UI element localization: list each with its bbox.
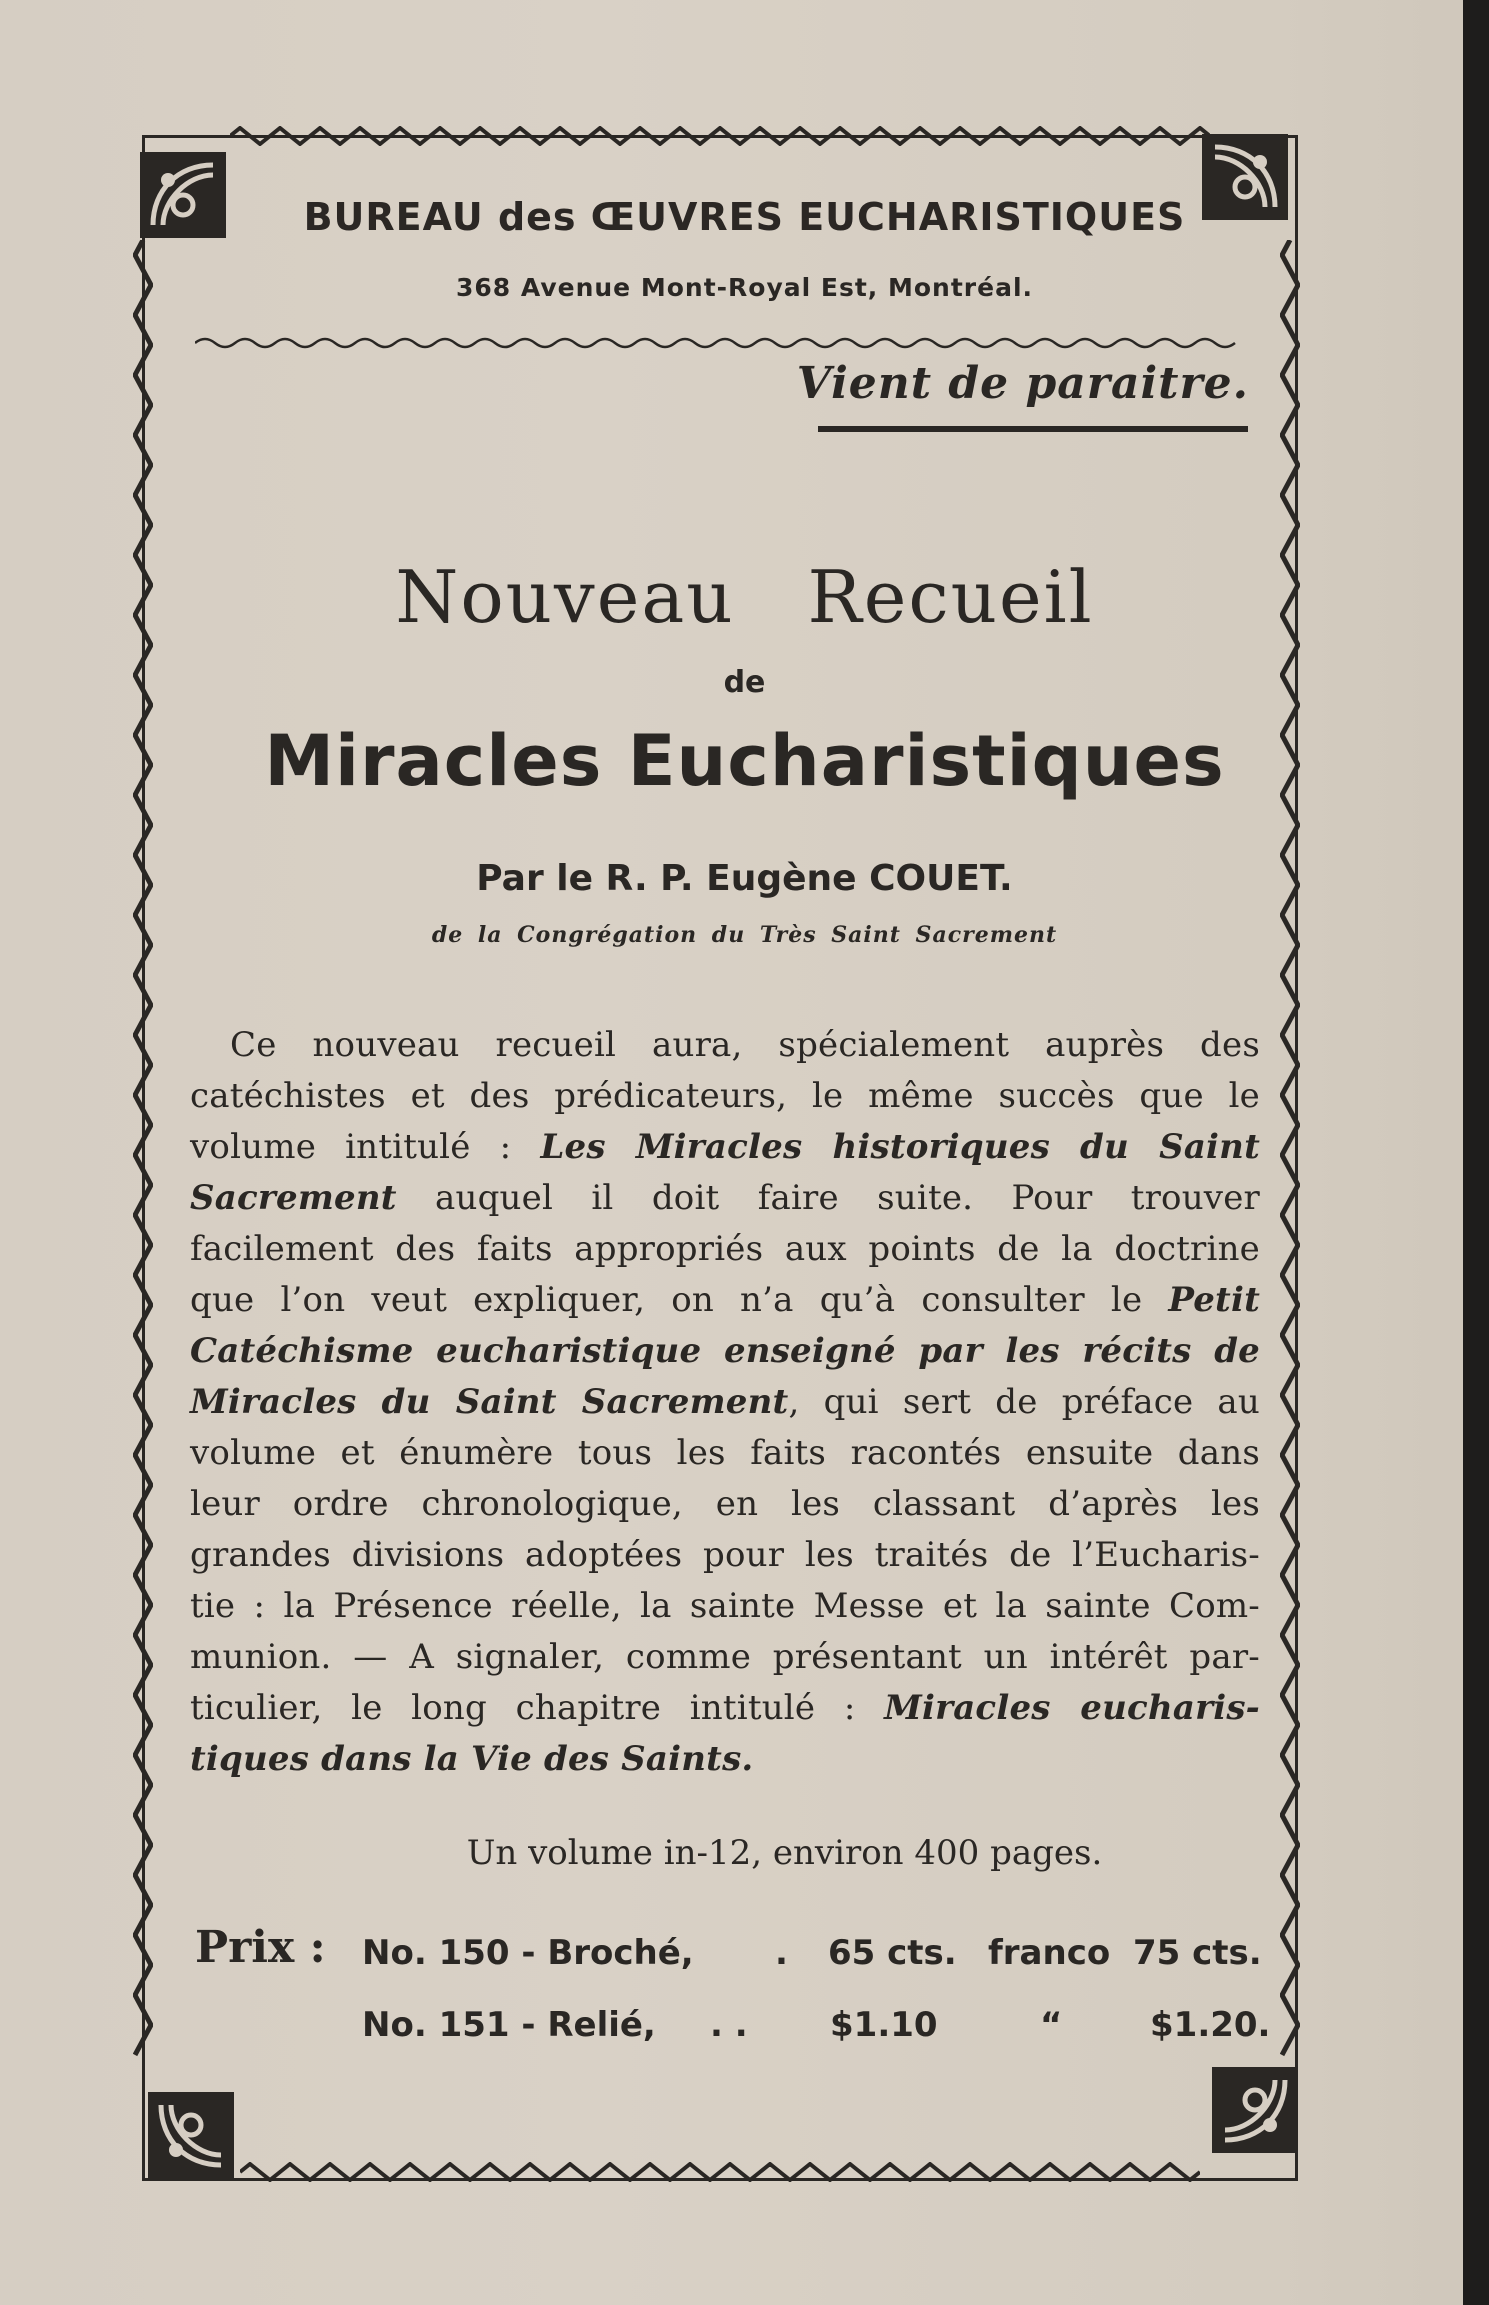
- book-title-text: tiques dans la Vie des Saints.: [190, 1739, 754, 1779]
- zigzag-border-bottom: [240, 2162, 1200, 2182]
- wavy-divider: [195, 335, 1245, 351]
- price-item: No. 150 - Broché,: [362, 1933, 694, 1973]
- description-paragraph: [190, 1020, 1260, 1785]
- book-title-text: Catéchisme eucharistique enseigné par les récits de: [190, 1331, 1260, 1371]
- publisher-name: BUREAU des ŒUVRES EUCHARISTIQUES: [303, 195, 1186, 239]
- price-value: 65 cts.: [828, 1933, 957, 1973]
- author-congregation: de la Congrégation du Très Saint Sacrement: [431, 922, 1058, 948]
- franco-label: “: [1040, 2005, 1063, 2045]
- book-title-text: Les Miracles historiques du Saint: [540, 1127, 1260, 1167]
- paragraph-line: grandes divisions adoptées pour les traités de l’Eucharis-: [190, 1535, 1260, 1575]
- franco-price: $1.20.: [1150, 2005, 1271, 2045]
- paragraph-line: facilement des faits appropriés aux points de la doctrine: [190, 1229, 1260, 1269]
- price-dots: . .: [710, 2005, 748, 2045]
- corner-ornament-icon: [146, 2090, 236, 2180]
- price-dots: .: [775, 1933, 788, 1973]
- volume-info: Un volume in-12, environ 400 pages.: [466, 1833, 1103, 1873]
- paragraph-text: volume intitulé :: [190, 1127, 541, 1167]
- zigzag-border-right: [1280, 240, 1300, 2060]
- author-name: Par le R. P. Eugène COUET.: [476, 858, 1013, 899]
- paragraph-line: catéchistes et des prédicateurs, le même succès que le: [190, 1076, 1260, 1116]
- paragraph-line: leur ordre chronologique, en les classant d’après les: [190, 1484, 1260, 1524]
- title-line-2: de: [723, 665, 766, 700]
- price-item: No. 151 - Relié,: [362, 2005, 656, 2045]
- book-title-text: Sacrement: [190, 1178, 397, 1218]
- paragraph-line: volume et énumère tous les faits racontés ensuite dans: [190, 1433, 1260, 1473]
- paragraph-line: [190, 1173, 1260, 1224]
- paragraph-line: [190, 1275, 1260, 1326]
- title-line-3: Miracles Eucharistiques: [264, 720, 1225, 802]
- paragraph-text: que l’on veut expliquer, on n’a qu’à consulter le: [190, 1280, 1169, 1320]
- announcement: Vient de paraitre.: [796, 358, 1249, 409]
- paragraph-line: munion. — A signaler, comme présentant un intérêt par-: [190, 1637, 1260, 1677]
- paragraph-line: [190, 1326, 1260, 1377]
- book-title-text: Miracles du Saint Sacrement: [190, 1382, 789, 1422]
- paragraph-line: [190, 1377, 1260, 1428]
- franco-price: 75 cts.: [1133, 1933, 1262, 1973]
- price-label: Prix :: [195, 1922, 326, 1973]
- paragraph-line: [190, 1122, 1260, 1173]
- book-title-text: Miracles eucharis-: [884, 1688, 1260, 1728]
- franco-label: franco: [988, 1933, 1111, 1973]
- paragraph-line: Ce nouveau recueil aura, spécialement auprès des: [230, 1025, 1260, 1065]
- corner-ornament-icon: [1210, 2065, 1300, 2155]
- book-title-text: Petit: [1168, 1280, 1260, 1320]
- paragraph-line: tie : la Présence réelle, la sainte Messe et la sainte Com-: [190, 1586, 1260, 1626]
- announcement-underline: [818, 426, 1248, 432]
- price-value: $1.10: [830, 2005, 938, 2045]
- zigzag-border-left: [133, 240, 153, 2060]
- title-line-1: Nouveau Recueil: [395, 555, 1094, 639]
- paragraph-text: ticulier, le long chapitre intitulé :: [190, 1688, 885, 1728]
- publisher-address: 368 Avenue Mont-Royal Est, Montréal.: [455, 273, 1034, 302]
- paragraph-text: , qui sert de préface au: [788, 1382, 1260, 1422]
- book-spine: [1463, 0, 1489, 2305]
- zigzag-border-top: [230, 126, 1210, 146]
- paragraph-line: [190, 1683, 1260, 1734]
- paragraph-line: [190, 1734, 1260, 1785]
- paragraph-text: auquel il doit faire suite. Pour trouver: [396, 1178, 1260, 1218]
